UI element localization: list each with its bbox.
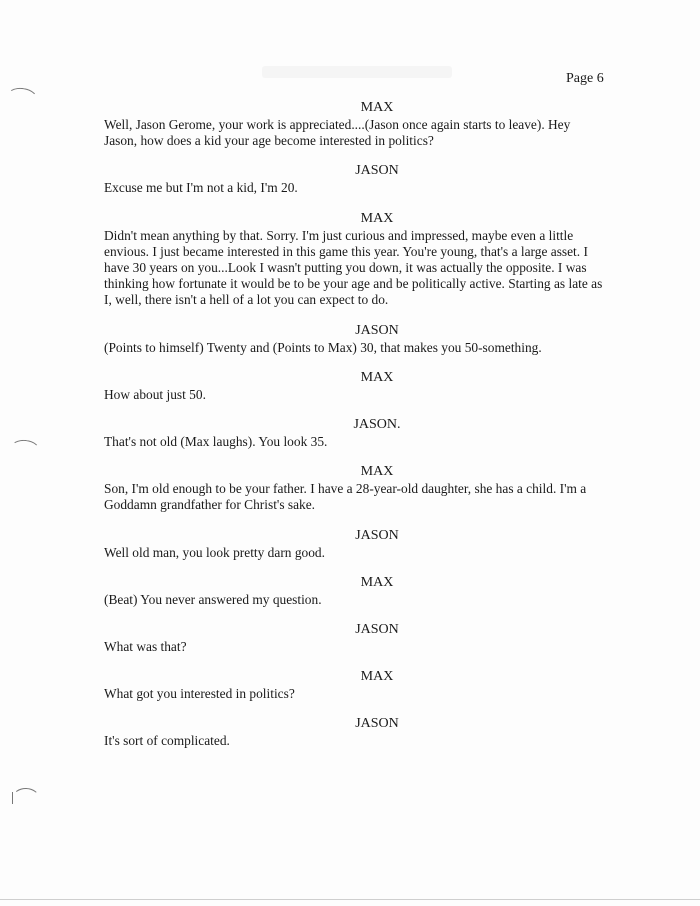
page-bottom-edge xyxy=(0,899,700,900)
speaker-name: JASON xyxy=(355,527,399,543)
dialogue-block xyxy=(104,163,604,196)
margin-mark xyxy=(12,792,13,804)
dialogue-block xyxy=(104,100,604,149)
dialogue-block xyxy=(104,464,604,513)
dialogue-block xyxy=(104,716,604,749)
dialogue-text: What was that? xyxy=(104,639,187,655)
dialogue-text: (Points to himself) Twenty and (Points to Max) 30, that makes you 50-something. xyxy=(104,339,542,355)
speaker-name: JASON xyxy=(355,322,399,338)
margin-mark xyxy=(9,438,41,461)
dialogue-text: Well, Jason Gerome, your work is appreciated....(Jason once again starts to leave). Hey Jason, how does a kid your age become interested in politics? xyxy=(104,117,571,149)
page-number: Page 6 xyxy=(566,71,604,86)
dialogue-text: (Beat) You never answered my question. xyxy=(104,591,322,607)
dialogue-block xyxy=(104,370,604,403)
margin-mark xyxy=(12,788,41,811)
script-body xyxy=(104,100,604,750)
dialogue-block xyxy=(104,211,604,309)
speaker-name: MAX xyxy=(360,464,394,480)
speaker-name: MAX xyxy=(360,210,394,226)
dialogue-block xyxy=(104,417,604,450)
speaker-name: MAX xyxy=(360,100,394,115)
speaker-name: MAX xyxy=(360,369,394,385)
dialogue-text: What got you interested in politics? xyxy=(104,686,295,702)
speaker-name: JASON xyxy=(355,716,399,732)
margin-mark xyxy=(5,86,40,112)
speaker-name: JASON xyxy=(355,163,399,179)
dialogue-text: Son, I'm old enough to be your father. I have a 28-year-old daughter, she has a child. I'm a Goddamn grandfather for Christ's sake. xyxy=(104,481,587,513)
dialogue-text: How about just 50. xyxy=(104,386,206,402)
dialogue-block xyxy=(104,528,604,561)
faint-header-bleedthrough xyxy=(262,66,452,78)
speaker-name: MAX xyxy=(360,669,394,685)
speaker-name: MAX xyxy=(360,574,394,590)
dialogue-text: It's sort of complicated. xyxy=(104,733,230,749)
dialogue-text: That's not old (Max laughs). You look 35. xyxy=(104,434,328,450)
dialogue-text: Well old man, you look pretty darn good. xyxy=(104,544,325,560)
dialogue-text: Excuse me but I'm not a kid, I'm 20. xyxy=(104,180,298,196)
dialogue-block xyxy=(104,669,604,702)
speaker-name: JASON xyxy=(355,622,399,638)
dialogue-text: Didn't mean anything by that. Sorry. I'm just curious and impressed, maybe even a little envious. I just became interested in this game this year. You're young, that's a large asset. I have 30 years on you...Look I wasn't putting you down, it was actually the opposite. I was thinking how fortunate it would be to be your age and be politically active. Starting as late as I, well, there isn't a hell of a lot you can expect to do. xyxy=(104,227,603,308)
dialogue-block xyxy=(104,323,604,356)
dialogue-block xyxy=(104,622,604,655)
dialogue-block xyxy=(104,575,604,608)
speaker-name: JASON. xyxy=(353,417,401,433)
